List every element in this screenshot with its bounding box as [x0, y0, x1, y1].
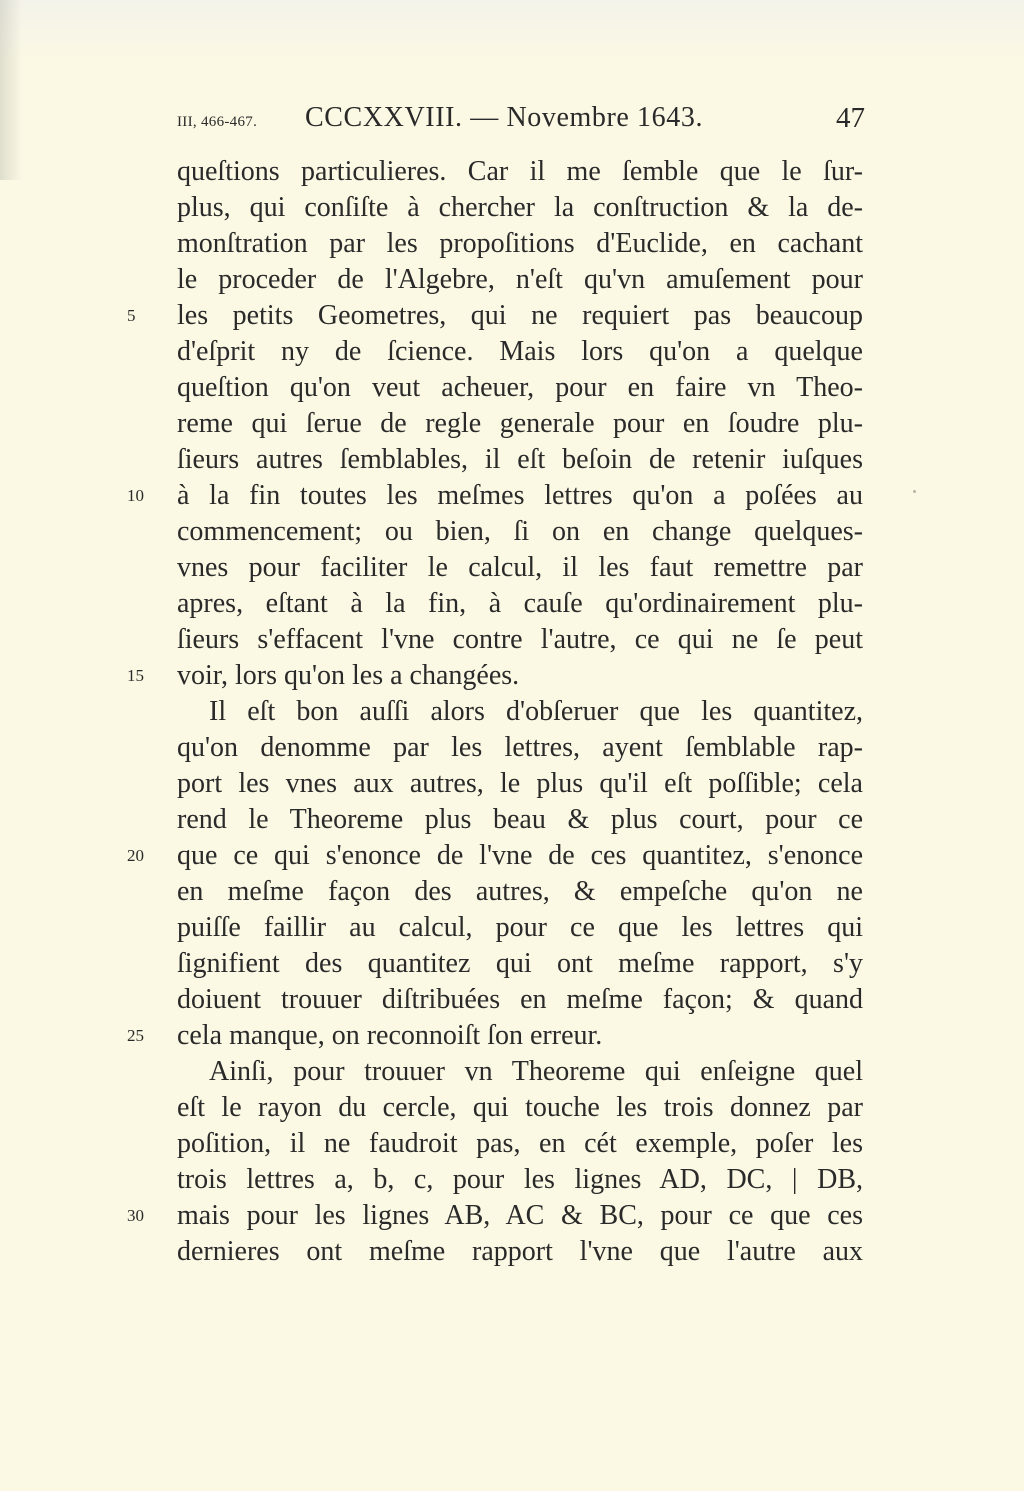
text-line: voir, lors qu'on les a changées.: [177, 660, 520, 691]
text-line: apres, eſtant à la fin, à cauſe qu'ordinairement plu-: [177, 588, 863, 619]
line-number-25: 25: [127, 1026, 144, 1045]
text-line: monſtration par les propoſitions d'Euclide, en cachant: [177, 228, 863, 259]
text-line: d'eſprit ny de ſcience. Mais lors qu'on a quelque: [177, 336, 863, 367]
page-number: 47: [836, 102, 865, 134]
text-line: à la fin toutes les meſmes lettres qu'on a poſées au: [177, 480, 863, 511]
line-number-20: 20: [127, 846, 144, 865]
text-line: port les vnes aux autres, le plus qu'il eſt poſſible; cela: [177, 768, 863, 799]
text-line: reme qui ſerue de regle generale pour en ſoudre plu-: [177, 408, 863, 439]
text-line: qu'on denomme par les lettres, ayent ſemblable rap-: [177, 732, 863, 763]
text-line: queſtions particulieres. Car il me ſemble que le ſur-: [177, 156, 863, 187]
line-number-5: 5: [127, 306, 136, 325]
text-line: eſt le rayon du cercle, qui touche les trois donnez par: [177, 1092, 863, 1123]
text-line: ſieurs autres ſemblables, il eſt beſoin de retenir iuſques: [177, 444, 863, 475]
text-line: en meſme façon des autres, & empeſche qu'on ne: [177, 876, 863, 907]
text-line: rend le Theoreme plus beau & plus court, pour ce: [177, 804, 863, 835]
line-number-10: 10: [127, 486, 144, 505]
line-number-30: 30: [127, 1206, 144, 1225]
letter-title: CCCXXVIII. — Novembre 1643.: [305, 102, 704, 133]
text-line: trois lettres a, b, c, pour les lignes AD, DC, | DB,: [177, 1164, 863, 1195]
text-line: Ainſi, pour trouuer vn Theoreme qui enſeigne quel: [209, 1056, 863, 1087]
text-line: vnes pour faciliter le calcul, il les faut remettre par: [177, 552, 863, 583]
running-header: [177, 102, 865, 142]
text-line: mais pour les lignes AB, AC & BC, pour ce que ces: [177, 1200, 863, 1231]
text-line: doiuent trouuer diſtribuées en meſme façon; & quand: [177, 984, 863, 1015]
text-line: dernieres ont meſme rapport l'vne que l'autre aux: [177, 1236, 863, 1267]
text-line: queſtion qu'on veut acheuer, pour en faire vn Theo-: [177, 372, 863, 403]
text-line: cela manque, on reconnoiſt ſon erreur.: [177, 1020, 603, 1051]
text-line: puiſſe faillir au calcul, pour ce que les lettres qui: [177, 912, 863, 943]
paper-speck: [913, 490, 916, 493]
text-line: poſition, il ne faudroit pas, en cét exemple, poſer les: [177, 1128, 863, 1159]
text-line: commencement; ou bien, ſi on en change quelques-: [177, 516, 863, 547]
body-text: [177, 154, 863, 1270]
page-edge-shadow: [0, 0, 22, 180]
volume-reference: III, 466-467.: [177, 114, 258, 130]
line-number-15: 15: [127, 666, 144, 685]
text-line: ſieurs s'effacent l'vne contre l'autre, ce qui ne ſe peut: [177, 624, 863, 655]
text-line: Il eſt bon auſſi alors d'obſeruer que les quantitez,: [209, 696, 863, 727]
text-line: le proceder de l'Algebre, n'eſt qu'vn amuſement pour: [177, 264, 863, 295]
text-line: plus, qui conſiſte à chercher la conſtruction & la de-: [177, 192, 863, 223]
text-line: les petits Geometres, qui ne requiert pas beaucoup: [177, 300, 863, 331]
text-line: ſignifient des quantitez qui ont meſme rapport, s'y: [177, 948, 863, 979]
text-line: que ce qui s'enonce de l'vne de ces quantitez, s'enonce: [177, 840, 863, 871]
